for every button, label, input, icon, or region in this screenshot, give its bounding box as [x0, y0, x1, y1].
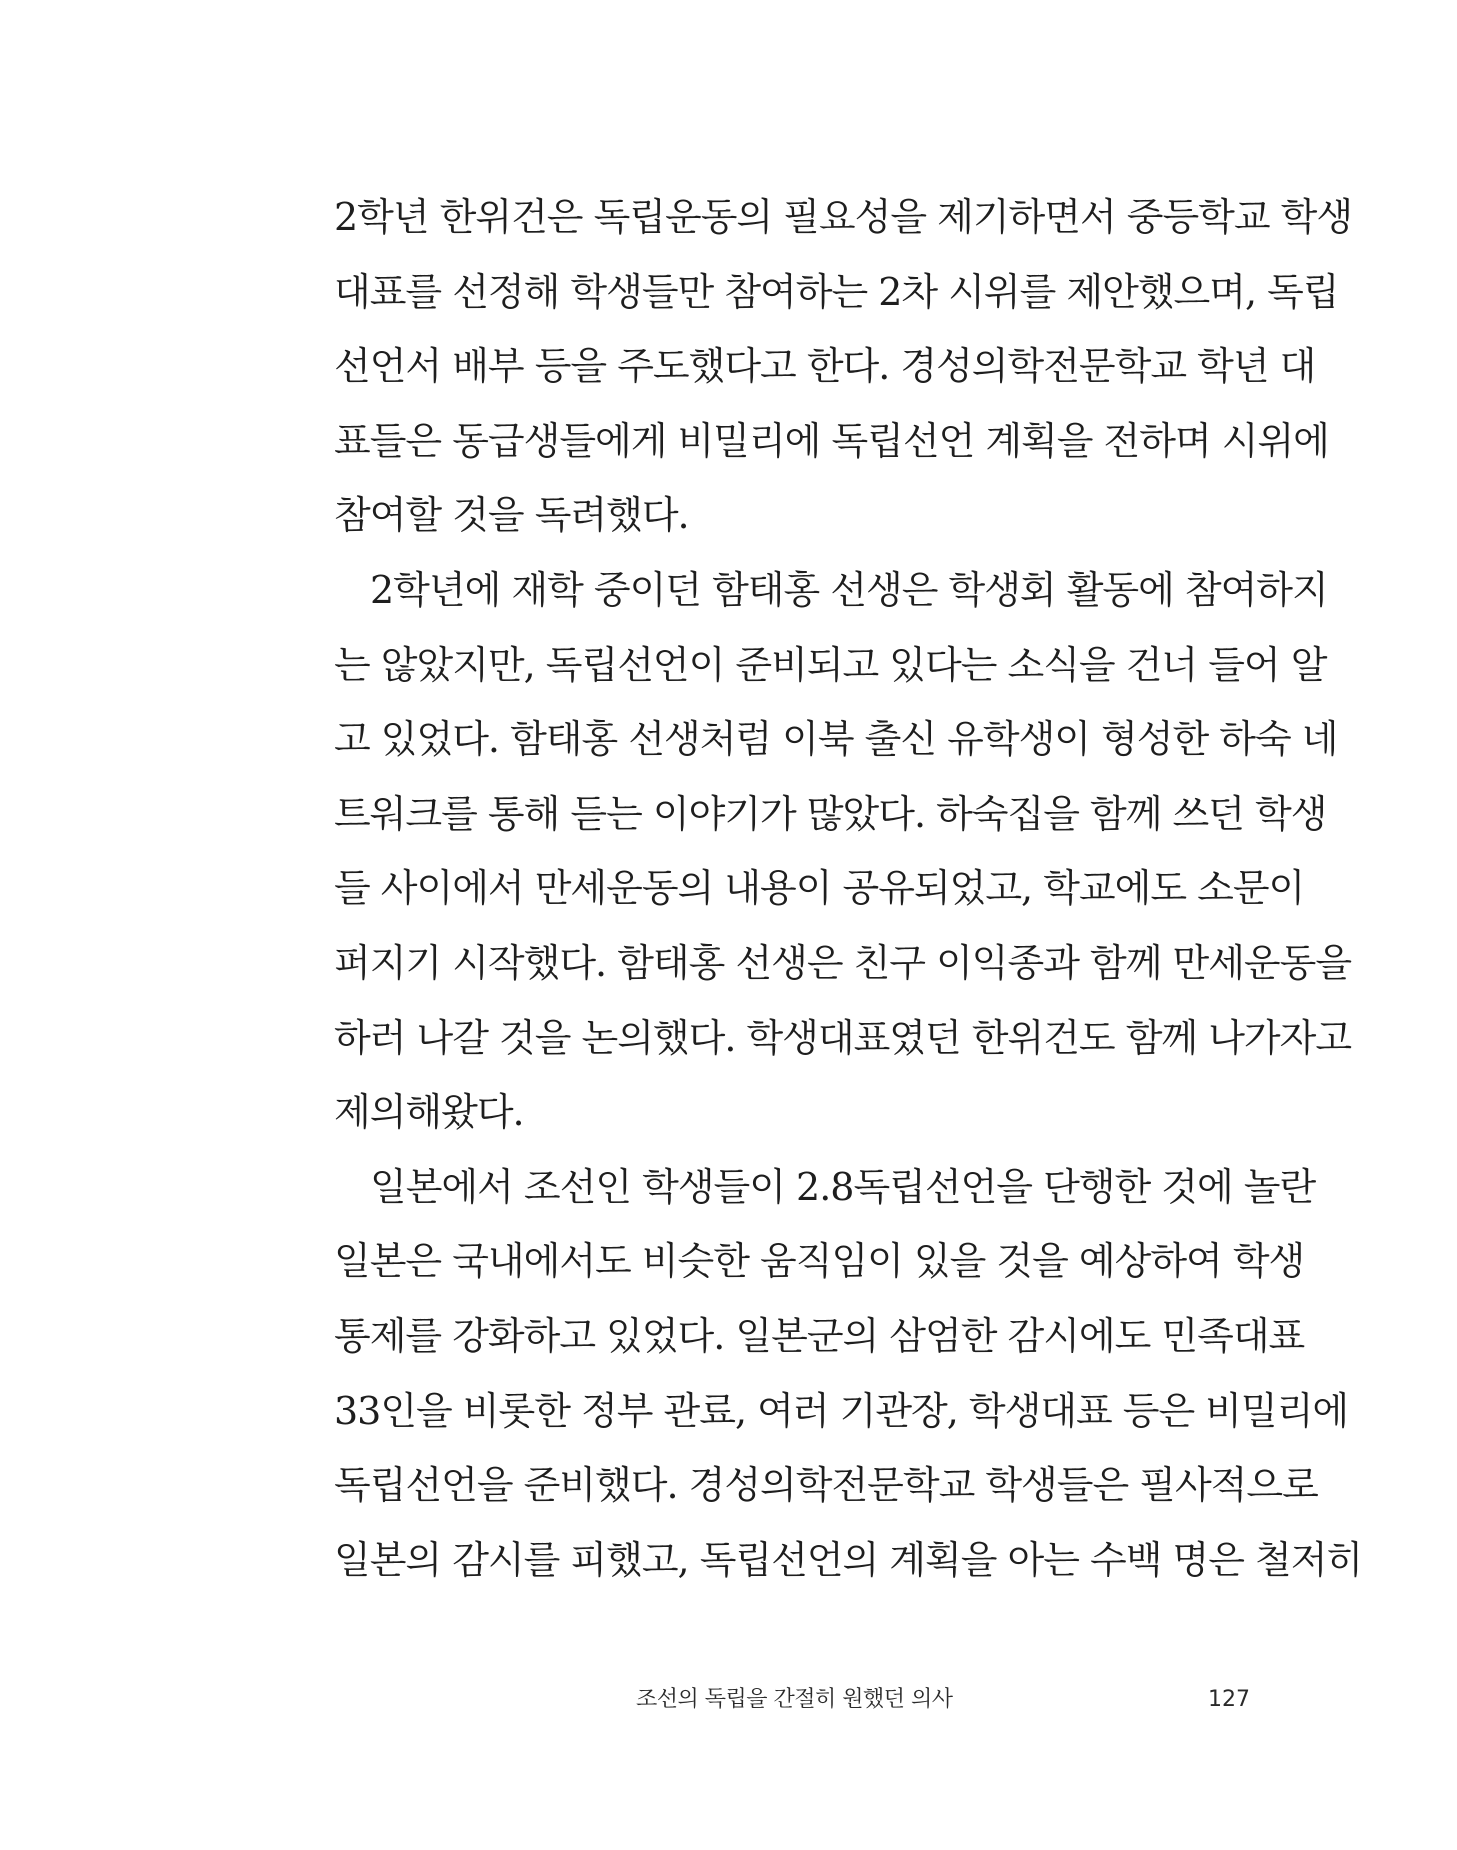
text-line: 참여할 것을 독려했다. [334, 493, 689, 538]
text-line: 퍼지기 시작했다. 함태홍 선생은 친구 이익종과 함께 만세운동을 [334, 940, 1352, 985]
text-line: 고 있었다. 함태홍 선생처럼 이북 출신 유학생이 형성한 하숙 네 [334, 717, 1338, 762]
page-footer [0, 1682, 1457, 1722]
text-line: 대표를 선정해 학생들만 참여하는 2차 시위를 제안했으며, 독립 [334, 269, 1339, 314]
text-line: 트워크를 통해 듣는 이야기가 많았다. 하숙집을 함께 쓰던 학생 [334, 791, 1327, 836]
text-line: 일본의 감시를 피했고, 독립선언의 계획을 아는 수백 명은 철저히 [334, 1537, 1363, 1582]
page-number: 127 [1208, 1687, 1250, 1712]
text-line: 2학년에 재학 중이던 함태홍 선생은 학생회 활동에 참여하지 [370, 567, 1328, 612]
text-line: 일본은 국내에서도 비슷한 움직임이 있을 것을 예상하여 학생 [334, 1239, 1305, 1284]
text-line: 들 사이에서 만세운동의 내용이 공유되었고, 학교에도 소문이 [334, 866, 1305, 911]
paragraph [334, 180, 1353, 553]
running-title: 조선의 독립을 간절히 원했던 의사 [636, 1687, 953, 1712]
body-text [334, 180, 1363, 1597]
text-line: 하러 나갈 것을 논의했다. 학생대표였던 한위건도 함께 나가자고 [334, 1015, 1352, 1060]
text-line: 표들은 동급생들에게 비밀리에 독립선언 계획을 전하며 시위에 [334, 418, 1329, 463]
text-line: 는 않았지만, 독립선언이 준비되고 있다는 소식을 건너 들어 알 [334, 642, 1327, 687]
text-line: 일본에서 조선인 학생들이 2.8독립선언을 단행한 것에 놀란 [370, 1164, 1316, 1209]
text-line: 2학년 한위건은 독립운동의 필요성을 제기하면서 중등학교 학생 [334, 195, 1353, 239]
text-line: 선언서 배부 등을 주도했다고 한다. 경성의학전문학교 학년 대 [334, 344, 1316, 389]
text-line: 제의해왔다. [334, 1090, 524, 1135]
paragraph [334, 1150, 1363, 1598]
text-line: 독립선언을 준비했다. 경성의학전문학교 학생들은 필사적으로 [334, 1463, 1318, 1508]
text-line: 통제를 강화하고 있었다. 일본군의 삼엄한 감시에도 민족대표 [334, 1313, 1305, 1358]
paragraph [334, 553, 1352, 1150]
text-line: 33인을 비롯한 정부 관료, 여러 기관장, 학생대표 등은 비밀리에 [334, 1388, 1349, 1433]
